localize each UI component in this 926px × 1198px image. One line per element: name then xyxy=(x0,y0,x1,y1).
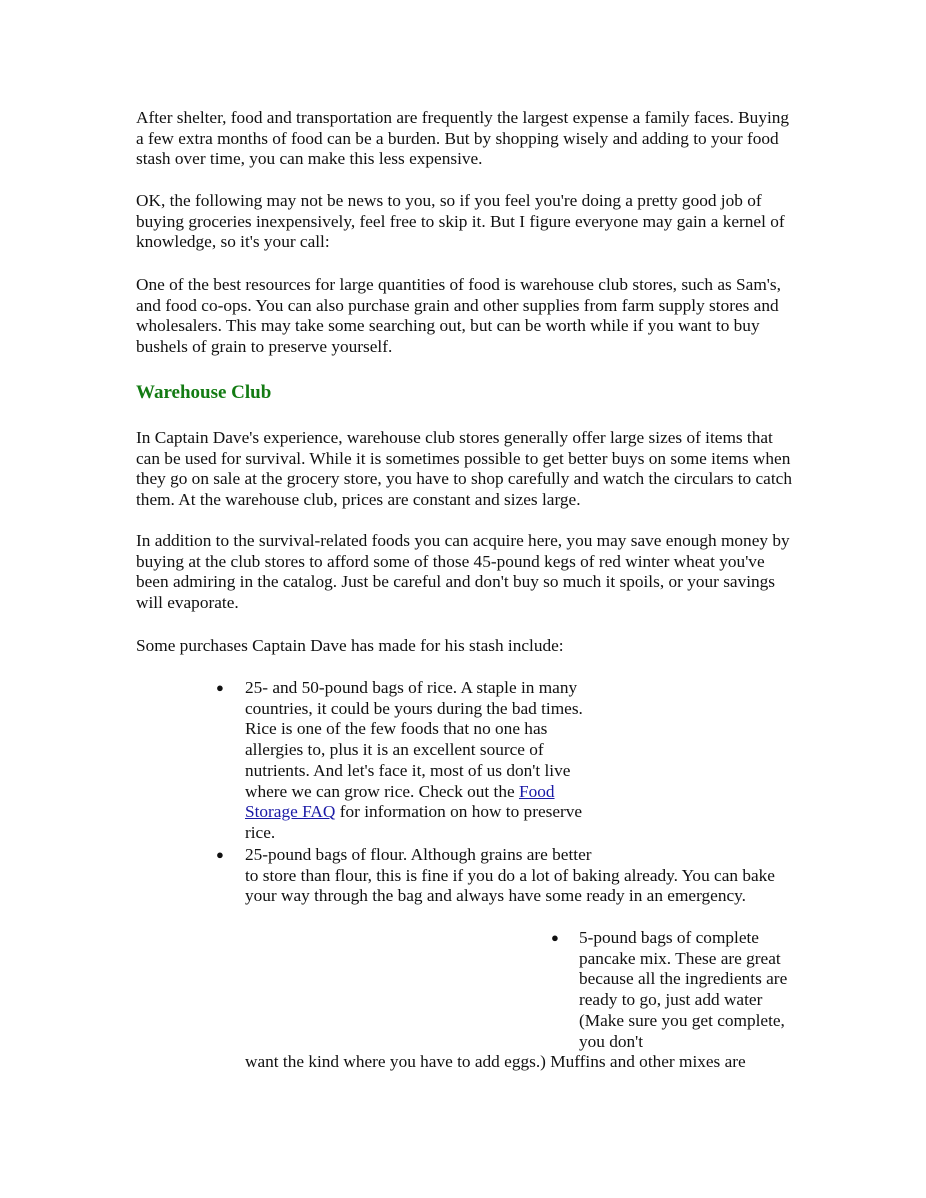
intro-paragraph-1: After shelter, food and transportation are frequently the largest expense a family faces. Buying a few extra months of food can be a burden. But by shopping wisely and adding to your food stash over time, you can make this less expensive. xyxy=(136,108,790,169)
section-paragraph-2: In addition to the survival-related foods you can acquire here, you may save enough money by buying at the club stores to afford some of those 45-pound kegs of red winter wheat you've been admiring in the catalog. Just be careful and don't buy so much it spoils, or your savings will evaporate. xyxy=(136,531,790,613)
list-item-flour-text xyxy=(245,845,796,907)
intro-paragraph-3: One of the best resources for large quantities of food is warehouse club stores, such as Sam's, and food co-ops. You can also purchase grain and other supplies from farm supply stores and wholesalers. This may take some searching out, but can be worth while if you want to buy bushels of grain to preserve yourself. xyxy=(136,275,781,357)
section-paragraph-1: In Captain Dave's experience, warehouse club stores generally offer large sizes of items that can be used for survival. While it is sometimes possible to get better buys on some items when they go on sale at the grocery store, you have to shop carefully and watch the circulars to catch them. At the warehouse club, prices are constant and sizes large. xyxy=(136,428,792,510)
bullet-dot-icon: ● xyxy=(216,847,224,862)
rice-text-after-link: for information on how to preserve rice. xyxy=(245,802,583,842)
pancake-text-wide: want the kind where you have to add eggs.) Muffins and other mixes are xyxy=(245,1052,746,1071)
list-item-rice-text xyxy=(245,678,607,844)
bullet-dot-icon: ● xyxy=(216,680,224,695)
pancake-text-narrow: 5-pound bags of complete pancake mix. These are great because all the ingredients are ready to go, just add water (Make sure you get complete, you don't xyxy=(579,928,788,1051)
intro-paragraph-2: OK, the following may not be news to you, so if you feel you're doing a pretty good job of buying groceries inexpensively, feel free to skip it. But I figure everyone may gain a kernel of knowledge, so it's your call: xyxy=(136,191,785,252)
flour-text-line-1: 25-pound bags of flour. Although grains are better xyxy=(245,845,592,864)
section-heading: Warehouse Club xyxy=(136,382,272,403)
bullet-dot-icon: ● xyxy=(551,930,559,945)
food-storage-faq-link[interactable]: Food Storage FAQ xyxy=(245,781,555,822)
section-paragraph-3: Some purchases Captain Dave has made for his stash include: xyxy=(136,636,564,655)
list-item-pancake xyxy=(245,928,805,1078)
flour-text-rest: to store than flour, this is fine if you do a lot of baking already. You can bake your way through the bag and always have some ready in an emergency. xyxy=(245,865,775,906)
rice-text-before-link: 25- and 50-pound bags of rice. A staple in many countries, it could be yours during the bad times. Rice is one of the few foods that no one has allergies to, plus it is an excellent source of nutrients. And let's face it, most of us don't live where we can grow rice. Check out the xyxy=(245,678,583,801)
list-item-rice xyxy=(216,678,616,848)
list-item-flour xyxy=(216,845,796,935)
